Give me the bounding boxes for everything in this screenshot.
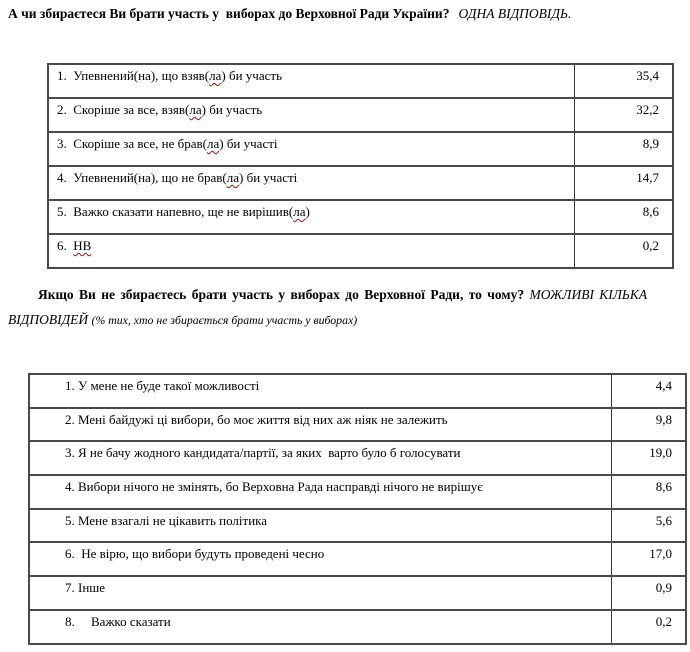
label-text: 2. Скоріше за все, взяв( <box>57 102 190 117</box>
row-value-percent: 0,2 <box>574 234 673 268</box>
label-text: 3. Я не бачу жодного кандидата/партії, за яких варто було б голосувати <box>65 445 461 461</box>
row-label <box>48 132 574 166</box>
participation-table <box>47 63 674 269</box>
reasons-table <box>28 373 687 645</box>
label-text: ) би участь <box>221 68 282 83</box>
label-text: 4. Упевнений(на), що не брав( <box>57 170 227 185</box>
misspelled-text: ла <box>209 68 222 83</box>
label-text: ) <box>305 204 310 219</box>
table-row <box>29 576 686 610</box>
table-row <box>48 64 673 98</box>
table-row <box>48 200 673 234</box>
row-value-percent: 4,4 <box>611 374 686 408</box>
label-text: 1. Упевнений(на), що взяв( <box>57 68 210 83</box>
question-2-base-note: (% тих, хто не збирається брати участь у виборах) <box>91 313 358 327</box>
table-row <box>29 509 686 543</box>
label-text: ) би участь <box>201 102 263 117</box>
table-row <box>29 374 686 408</box>
row-label <box>29 374 611 408</box>
question-1-instruction: ОДНА ВІДПОВІДЬ. <box>458 6 572 21</box>
table-row <box>29 610 686 644</box>
table-row <box>29 441 686 475</box>
question-2-heading-line2 <box>8 312 357 328</box>
question-1-heading <box>8 6 684 22</box>
misspelled-text: ла <box>226 170 240 185</box>
misspelled-text: ла <box>189 102 202 117</box>
question-2-instruction-part1: МОЖЛИВІ КІЛЬКА <box>529 287 648 302</box>
misspelled-text: ла <box>206 136 220 151</box>
participation-table-body <box>48 64 673 268</box>
question-1-text: А чи збираєтеся Ви брати участь у виборах до Верховної Ради України? <box>8 6 450 21</box>
row-value-percent: 9,8 <box>611 408 686 442</box>
row-label <box>29 408 611 442</box>
question-2-instruction-part2: ВІДПОВІДЕЙ <box>8 312 92 327</box>
label-text: 3. Скоріше за все, не брав( <box>57 136 207 151</box>
label-text: 8. Важко сказати <box>65 613 171 629</box>
label-text: ) би участі <box>219 136 278 151</box>
row-value-percent: 14,7 <box>574 166 673 200</box>
row-value-percent: 19,0 <box>611 441 686 475</box>
label-text: 7. Інше <box>65 580 106 596</box>
table-row <box>29 408 686 442</box>
row-value-percent: 0,2 <box>611 610 686 644</box>
row-value-percent: 8,6 <box>574 200 673 234</box>
table-row <box>48 132 673 166</box>
row-label <box>48 98 574 132</box>
question-2-heading-line1 <box>38 287 647 303</box>
row-value-percent: 0,9 <box>611 576 686 610</box>
row-value-percent: 5,6 <box>611 509 686 543</box>
row-label <box>48 234 574 268</box>
misspelled-text: ла <box>293 204 306 219</box>
row-label <box>48 64 574 98</box>
row-label <box>29 576 611 610</box>
table-row <box>48 234 673 268</box>
row-label <box>29 542 611 576</box>
row-label <box>29 509 611 543</box>
label-text: 4. Вибори нічого не змінять, бо Верховна Рада насправді нічого не вирішує <box>65 479 483 495</box>
label-text: 6. <box>57 238 74 253</box>
row-label <box>48 166 574 200</box>
table-row <box>29 542 686 576</box>
label-text: 1. У мене не буде такої можливості <box>65 378 260 393</box>
row-label <box>29 475 611 509</box>
label-text: 6. Не вірю, що вибори будуть проведені чесно <box>65 546 325 562</box>
label-text: 5. Важко сказати напевно, ще не вирішив( <box>57 204 294 219</box>
row-label <box>48 200 574 234</box>
table-row <box>48 98 673 132</box>
row-value-percent: 35,4 <box>574 64 673 98</box>
table-row <box>48 166 673 200</box>
row-value-percent: 32,2 <box>574 98 673 132</box>
row-value-percent: 8,9 <box>574 132 673 166</box>
label-text: 5. Мене взагалі не цікавить політика <box>65 512 268 528</box>
row-value-percent: 8,6 <box>611 475 686 509</box>
table-row <box>29 475 686 509</box>
row-label <box>29 441 611 475</box>
label-text: 2. Мені байдужі ці вибори, бо моє життя від них аж ніяк не залежить <box>65 411 448 427</box>
reasons-table-body <box>29 374 686 644</box>
misspelled-text: НВ <box>73 238 92 253</box>
row-value-percent: 17,0 <box>611 542 686 576</box>
label-text: ) би участі <box>239 170 298 185</box>
row-label <box>29 610 611 644</box>
question-2-text: Якщо Ви не збираєтесь брати участь у виборах до Верховної Ради, то чому? <box>38 287 525 302</box>
